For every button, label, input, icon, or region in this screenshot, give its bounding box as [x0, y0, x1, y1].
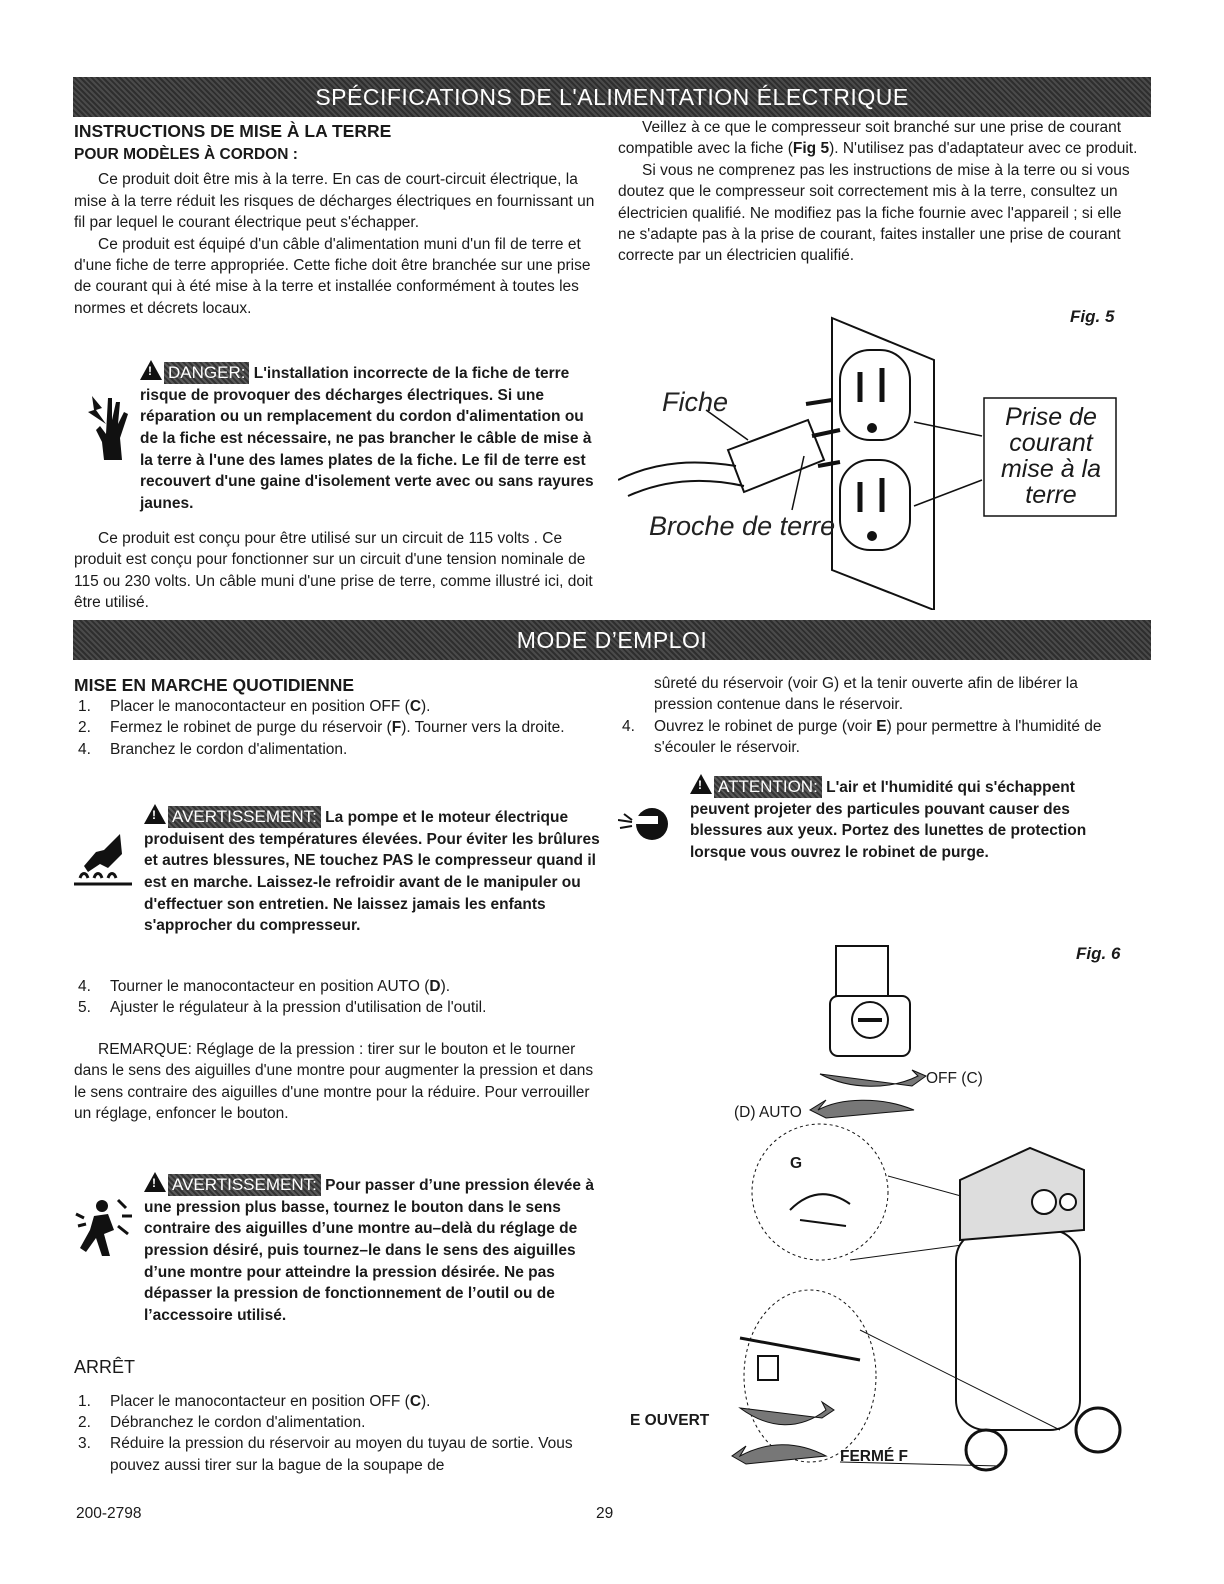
document-code: 200-2798: [76, 1505, 142, 1522]
fig5-outlet-label: Prise de courant mise à la terre: [1000, 403, 1102, 509]
hot-surface-warning: [74, 804, 602, 937]
shutdown-section: [74, 1357, 602, 1476]
fig5-plug-label: Fiche: [662, 387, 729, 417]
eye-protection-warning: [618, 774, 1138, 864]
warning-tag: AVERTISSEMENT:: [168, 806, 321, 828]
list-item: 3. Réduire la pression du réservoir au moyen du tuyau de sortie. Vous pouvez aussi tirer sur la bague de la soupape de: [78, 1435, 573, 1474]
danger-text: L'installation incorrecte de la fiche de terre risque de provoquer des décharges électriques. Si une réparation ou un remplacement du cordon d'alimentation ou de la fiche est nécessaire, ne pas brancher le câble de mise à la terre à l'une des lames plates de la fiche. Le fil de terre est recouvert d'une gaine d'isolement verte avec ou sans rayures jaunes.: [140, 365, 594, 513]
flying-debris-icon: [74, 1196, 134, 1260]
shutdown-continued: [618, 673, 1138, 759]
warning-triangle-icon: !: [690, 774, 712, 794]
fig6-off-label: OFF (C): [926, 1070, 983, 1087]
list-item: 4. Ouvrez le robinet de purge (voir E) pour permettre à l'humidité de s'écouler le réservoir.: [622, 717, 1102, 757]
list-item: 5. Ajuster le régulateur à la pression d'utilisation de l'outil.: [78, 999, 487, 1017]
grounding-paragraph-1: Ce produit doit être mis à la terre. En cas de court-circuit électrique, la mise à la terre réduit les risques de décharges électriques en fournissant un fil par lequel le courant électrique peut s'échapper.: [74, 171, 595, 232]
section-banner-usage: MODE D’EMPLOI: [73, 620, 1151, 660]
circuit-paragraph: [74, 528, 602, 614]
shutdown-steps-list: [74, 1391, 602, 1477]
danger-tag: DANGER:: [164, 362, 249, 384]
shutdown-step3-continued: sûreté du réservoir (voir G) et la tenir ouverte afin de libérer la pression contenue dans le réservoir.: [654, 675, 1078, 714]
pressure-warning-text: Pour passer d’une pression élevée à une pression plus basse, tournez le bouton dans le sens contraire des aiguilles d’une montre au–delà du réglage de pression désiré, puis tournez–le dans le sens des aiguilles d’une montre pour atteindre la pression désirée. Ne pas dépasser la pression de fonctionnement de l’outil ou de l’accessoire utilisé.: [144, 1177, 594, 1325]
fig6-closed-label: FERMÉ F: [840, 1448, 909, 1465]
fig5-label: Fig. 5: [1070, 307, 1115, 326]
attention-tag: ATTENTION:: [714, 776, 822, 798]
shutdown-title: ARRÊT: [74, 1357, 136, 1377]
daily-steps-list: [74, 696, 602, 760]
grounding-right-text: [618, 117, 1138, 267]
hot-surface-icon: [74, 832, 132, 888]
section-banner-power: SPÉCIFICATIONS DE L'ALIMENTATION ÉLECTRIQUE: [73, 77, 1151, 117]
electrician-paragraph: Si vous ne comprenez pas les instructions de mise à la terre ou si vous doutez que le compresseur soit correctement mis à la terre, consultez un électricien qualifié. Ne modifiez pas la fiche fournie avec l'appareil ; si elle ne s'adapte pas à la prise de courant, faites installer une prise de courant correcte par un électricien qualifié.: [618, 161, 1130, 265]
fig6-auto-label: (D) AUTO: [734, 1104, 802, 1121]
grounding-paragraph-2: Ce produit est équipé d'un câble d'alimentation muni d'un fil de terre et d'une fiche de terre appropriée. Cette fiche doit être branchée sur une prise de courant qui à été mise à la terre et installée conformément à toutes les normes et décrets locaux.: [74, 235, 591, 317]
warning-tag: AVERTISSEMENT:: [168, 1174, 321, 1196]
shutdown-steps-list-2: [618, 716, 1138, 759]
page-number: 29: [596, 1505, 614, 1522]
pressure-remark: REMARQUE: Réglage de la pression : tirer sur le bouton et le tourner dans le sens des aiguilles d'une montre pour augmenter la pression et dans le sens contraire des aiguilles d'une montre pour la réduire. Pour verrouiller un réglage, enfoncer le bouton.: [74, 1040, 594, 1122]
circuit-text: Ce produit est conçu pour être utilisé sur un circuit de 115 volts . Ce produit est conçu pour fonctionner sur un circuit d'une tension nominale de 115 ou 230 volts. Un câble muni d'une prise de terre, comme illustré ici, doit être utilisé.: [74, 530, 593, 612]
list-item: 4. Branchez le cordon d'alimentation.: [78, 740, 348, 758]
list-item: 4. Tourner le manocontacteur en position AUTO (D).: [78, 978, 451, 995]
daily-steps-2: [74, 976, 602, 1124]
list-item: 2. Fermez le robinet de purge du réservoir (F). Tourner vers la droite.: [78, 719, 565, 737]
list-item: 2. Débranchez le cordon d'alimentation.: [78, 1413, 366, 1431]
list-item: 1. Placer le manocontacteur en position OFF (C).: [78, 1392, 431, 1410]
grounding-subtitle: POUR MODÈLES À CORDON :: [74, 146, 298, 163]
fig6-g-label: G: [790, 1155, 803, 1172]
list-item: 1. Placer le manocontacteur en position OFF (C).: [78, 698, 431, 715]
fig6-open-label: E OUVERT: [630, 1412, 710, 1429]
electric-shock-icon: [78, 390, 134, 466]
grounding-section: [74, 121, 602, 319]
warning-triangle-icon: !: [144, 1172, 166, 1192]
fig6-compressor-illustration: [700, 940, 1140, 1480]
hot-surface-warning-text: La pompe et le moteur électrique produisent des températures élevées. Pour éviter les brûlures et autres blessures, NE touchez PAS le compresseur quand il est en marche. Laissez-le refroidir avant de le manipuler ou d'effectuer son entretien. Ne laissez jamais les enfants s'approcher du compresseur.: [144, 809, 600, 935]
daily-start-title: MISE EN MARCHE QUOTIDIENNE: [74, 675, 355, 695]
warning-triangle-icon: !: [144, 804, 166, 824]
pressure-warning: [74, 1172, 602, 1327]
grounding-title: INSTRUCTIONS DE MISE À LA TERRE: [74, 121, 392, 141]
eye-protection-text: L'air et l'humidité qui s'échappent peuvent projeter des particules pouvant causer des blessures aux yeux. Portez des lunettes de protection lorsque vous ouvrez le robinet de purge.: [690, 779, 1087, 862]
fig6-label: Fig. 6: [1076, 944, 1121, 963]
danger-block: [74, 360, 602, 515]
eye-protection-icon: [618, 800, 668, 848]
fig5-ground-pin-label: Broche de terre: [649, 511, 836, 541]
daily-start-section: [74, 675, 602, 760]
plug-compat-paragraph: Veillez à ce que le compresseur soit branché sur une prise de courant compatible avec la fiche (Fig 5). N'utilisez pas d'adaptateur avec ce produit.: [618, 119, 1138, 158]
warning-triangle-icon: !: [140, 360, 162, 380]
daily-steps-list-2: [74, 976, 602, 1019]
